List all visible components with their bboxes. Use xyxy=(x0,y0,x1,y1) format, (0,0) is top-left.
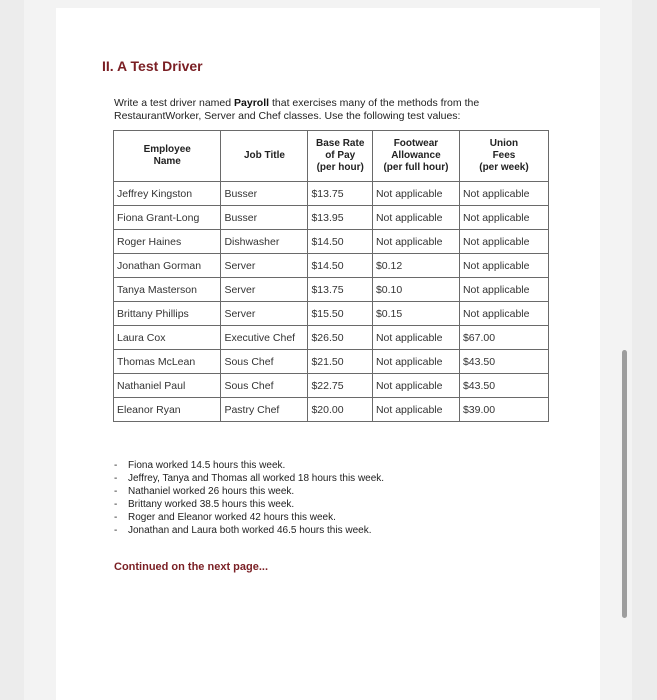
cell-rate: $22.75 xyxy=(308,374,371,397)
cell-rate: $13.75 xyxy=(308,182,371,205)
hours-worked-list xyxy=(114,459,384,537)
cell-union: Not applicable xyxy=(460,206,548,229)
cell-name: Jonathan Gorman xyxy=(114,254,220,277)
list-item: - Nathaniel worked 26 hours this week. xyxy=(114,485,384,498)
cell-name: Jeffrey Kingston xyxy=(114,182,220,205)
table-row xyxy=(114,326,548,349)
list-item: - Jeffrey, Tanya and Thomas all worked 18 hours this week. xyxy=(114,472,384,485)
intro-class-name: Payroll xyxy=(234,97,270,109)
vertical-scrollbar[interactable] xyxy=(622,350,627,618)
cell-footwear: Not applicable xyxy=(373,374,459,397)
cell-footwear: $0.10 xyxy=(373,278,459,301)
cell-rate: $20.00 xyxy=(308,398,371,421)
table-row xyxy=(114,350,548,373)
cell-union: Not applicable xyxy=(460,278,548,301)
list-item: - Jonathan and Laura both worked 46.5 hours this week. xyxy=(114,524,384,537)
cell-rate: $26.50 xyxy=(308,326,371,349)
cell-union: $67.00 xyxy=(460,326,548,349)
cell-job: Pastry Chef xyxy=(221,398,307,421)
list-item: - Fiona worked 14.5 hours this week. xyxy=(114,459,384,472)
header-employee-name: Employee Name xyxy=(114,131,220,181)
cell-rate: $14.50 xyxy=(308,230,371,253)
cell-union: Not applicable xyxy=(460,302,548,325)
header-job-title: Job Title xyxy=(221,131,307,181)
cell-job: Server xyxy=(221,254,307,277)
cell-job: Sous Chef xyxy=(221,350,307,373)
cell-job: Sous Chef xyxy=(221,374,307,397)
cell-job: Server xyxy=(221,302,307,325)
header-union-fees: Union Fees (per week) xyxy=(460,131,548,181)
cell-footwear: $0.15 xyxy=(373,302,459,325)
cell-name: Tanya Masterson xyxy=(114,278,220,301)
intro-paragraph xyxy=(114,97,554,123)
table-row xyxy=(114,206,548,229)
cell-name: Roger Haines xyxy=(114,230,220,253)
table-row xyxy=(114,398,548,421)
cell-footwear: Not applicable xyxy=(373,182,459,205)
cell-rate: $13.95 xyxy=(308,206,371,229)
table-header-row xyxy=(114,131,548,181)
header-footwear-allowance: Footwear Allowance (per full hour) xyxy=(373,131,459,181)
cell-rate: $13.75 xyxy=(308,278,371,301)
cell-union: Not applicable xyxy=(460,182,548,205)
section-heading: II. A Test Driver xyxy=(102,58,203,74)
cell-footwear: $0.12 xyxy=(373,254,459,277)
cell-name: Thomas McLean xyxy=(114,350,220,373)
continued-note: Continued on the next page... xyxy=(114,561,268,573)
cell-union: $43.50 xyxy=(460,374,548,397)
cell-job: Dishwasher xyxy=(221,230,307,253)
cell-job: Busser xyxy=(221,182,307,205)
cell-footwear: Not applicable xyxy=(373,230,459,253)
cell-union: Not applicable xyxy=(460,230,548,253)
table-row xyxy=(114,374,548,397)
document-page xyxy=(56,8,600,700)
cell-union: $39.00 xyxy=(460,398,548,421)
table-row xyxy=(114,230,548,253)
cell-name: Nathaniel Paul xyxy=(114,374,220,397)
table-row xyxy=(114,254,548,277)
cell-name: Laura Cox xyxy=(114,326,220,349)
table-row xyxy=(114,278,548,301)
table-row xyxy=(114,182,548,205)
cell-rate: $21.50 xyxy=(308,350,371,373)
cell-union: Not applicable xyxy=(460,254,548,277)
cell-footwear: Not applicable xyxy=(373,326,459,349)
header-base-rate: Base Rate of Pay (per hour) xyxy=(308,131,371,181)
cell-footwear: Not applicable xyxy=(373,398,459,421)
cell-job: Busser xyxy=(221,206,307,229)
cell-footwear: Not applicable xyxy=(373,206,459,229)
cell-union: $43.50 xyxy=(460,350,548,373)
cell-name: Fiona Grant-Long xyxy=(114,206,220,229)
cell-name: Brittany Phillips xyxy=(114,302,220,325)
cell-rate: $15.50 xyxy=(308,302,371,325)
list-item: - Brittany worked 38.5 hours this week. xyxy=(114,498,384,511)
cell-job: Executive Chef xyxy=(221,326,307,349)
test-values-table xyxy=(113,130,549,422)
list-item: - Roger and Eleanor worked 42 hours this week. xyxy=(114,511,384,524)
intro-prefix: Write a test driver named xyxy=(114,97,235,109)
table-row xyxy=(114,302,548,325)
cell-rate: $14.50 xyxy=(308,254,371,277)
cell-job: Server xyxy=(221,278,307,301)
cell-name: Eleanor Ryan xyxy=(114,398,220,421)
cell-footwear: Not applicable xyxy=(373,350,459,373)
intro-suffix: that exercises many of the methods from the RestaurantWorker, Server and Chef classes. Use the following test values: xyxy=(114,97,480,122)
